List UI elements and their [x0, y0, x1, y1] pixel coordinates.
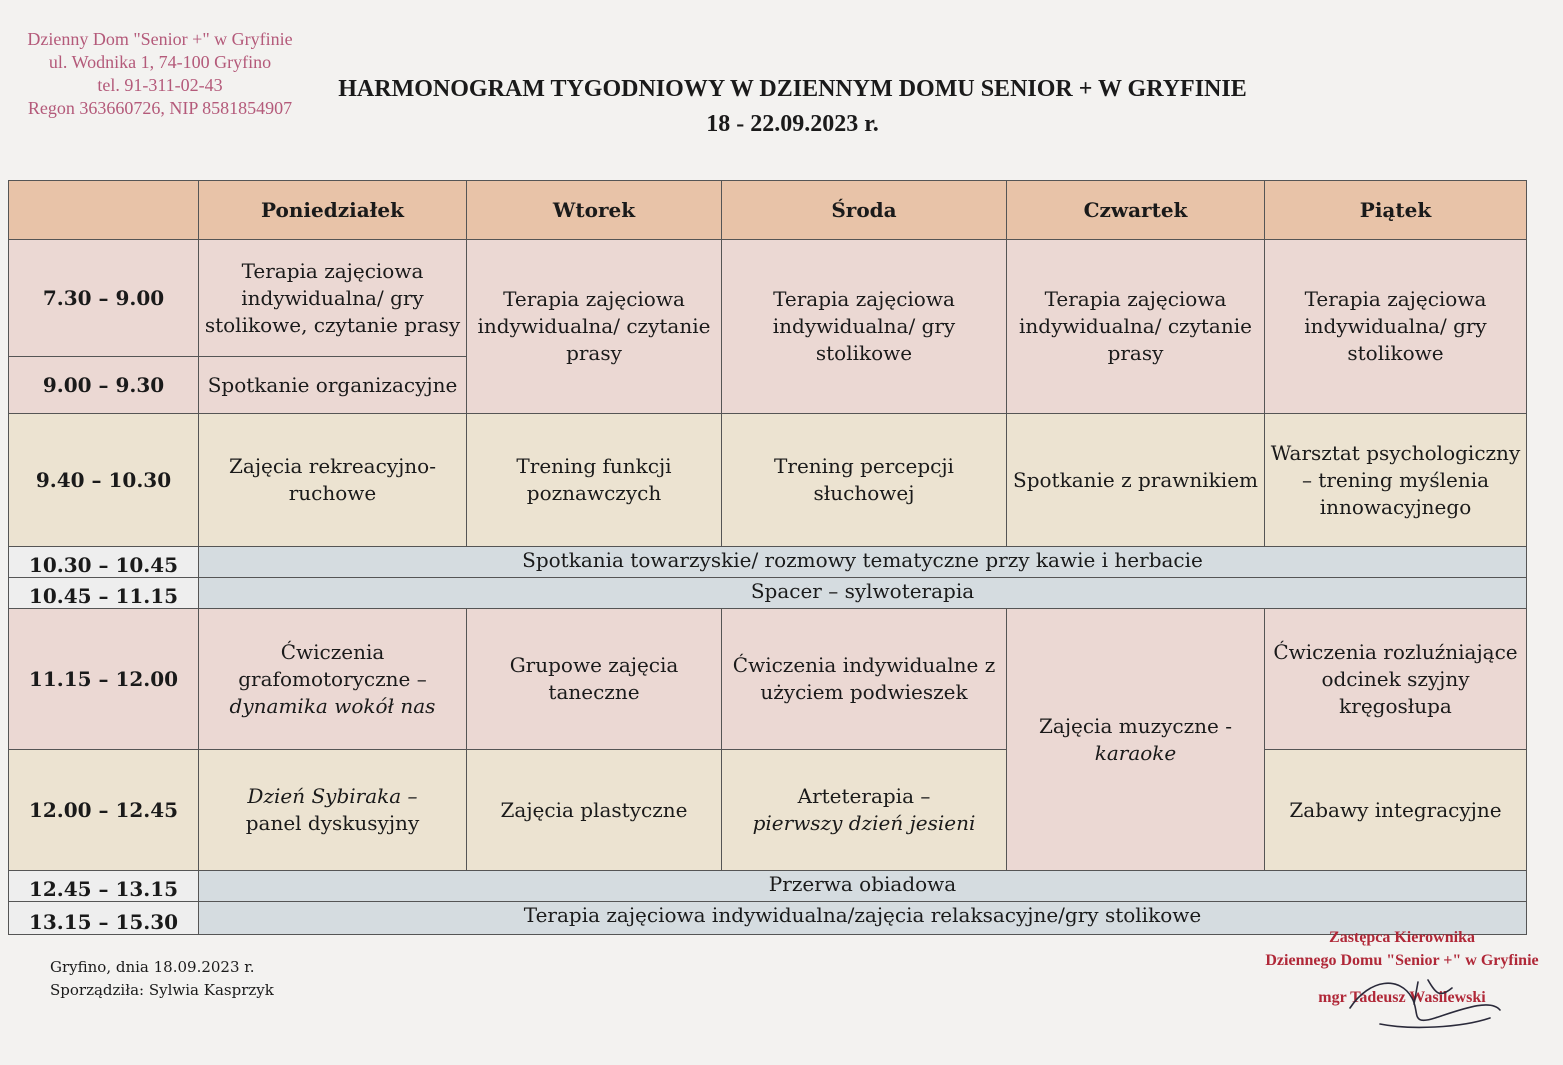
cell-tuesday-1200: Zajęcia plastyczne [467, 750, 722, 871]
cell-wednesday-1200-line2: pierwszy dzień jesieni [752, 811, 976, 836]
cell-all-days-1315: Terapia zajęciowa indywidualna/zajęcia relaksacyjne/gry stolikowe [199, 902, 1527, 935]
cell-friday-0730: Terapia zajęciowa indywidualna/ gry stolikowe [1265, 240, 1527, 413]
stamp-line-phone: tel. 91-311-02-43 [97, 75, 223, 95]
prepared-by: Sporządziła: Sylwia Kasprzyk [50, 981, 274, 999]
table-row [9, 240, 1527, 357]
day-header-tuesday: Wtorek [467, 181, 722, 240]
document-title: HARMONOGRAM TYGODNIOWY W DZIENNYM DOMU SENIOR + W GRYFINIE [338, 76, 1247, 102]
stamp-line-name: Dzienny Dom "Senior +" w Gryfinie [27, 29, 293, 49]
time-slot-1030: 10.30 – 10.45 [9, 547, 199, 578]
time-slot-0940: 9.40 – 10.30 [9, 413, 199, 546]
cell-thursday-1115-line1: Zajęcia muzyczne - [1039, 713, 1232, 738]
cell-tuesday-0940: Trening funkcji poznawczych [467, 413, 722, 546]
cell-monday-1115-line1: Ćwiczenia grafomotoryczne – [238, 639, 427, 691]
cell-all-days-1245: Przerwa obiadowa [199, 871, 1527, 902]
place-and-date: Gryfino, dnia 18.09.2023 r. [50, 958, 255, 976]
day-header-friday: Piątek [1265, 181, 1527, 240]
document-dates: 18 - 22.09.2023 r. [706, 111, 879, 137]
signatory-institution: Dziennego Domu "Senior +" w Gryfinie [1265, 952, 1539, 969]
institution-stamp [12, 28, 308, 120]
header-row [9, 181, 1527, 240]
table-row [9, 608, 1527, 750]
signatory-role: Zastępca Kierownika [1329, 929, 1475, 946]
cell-wednesday-1200-line1: Arteterapia – [797, 784, 931, 809]
table-row [9, 871, 1527, 902]
table-row [9, 413, 1527, 546]
time-slot-1315: 13.15 – 15.30 [9, 902, 199, 935]
time-slot-1115: 11.15 – 12.00 [9, 608, 199, 750]
cell-thursday-0940: Spotkanie z prawnikiem [1007, 413, 1265, 546]
time-slot-0900: 9.00 – 9.30 [9, 357, 199, 413]
cell-thursday-0730: Terapia zajęciowa indywidualna/ czytanie prasy [1007, 240, 1265, 413]
cell-monday-1115 [199, 608, 467, 750]
stamp-line-regon-nip: Regon 363660726, NIP 8581854907 [27, 98, 293, 118]
cell-tuesday-0730: Terapia zajęciowa indywidualna/ czytanie prasy [467, 240, 722, 413]
cell-wednesday-0730: Terapia zajęciowa indywidualna/ gry stolikowe [722, 240, 1007, 413]
time-slot-1045: 10.45 – 11.15 [9, 577, 199, 608]
time-slot-1200: 12.00 – 12.45 [9, 750, 199, 871]
handwritten-signature-icon [1340, 968, 1510, 1030]
document-heading [300, 72, 1285, 142]
cell-friday-0940: Warsztat psychologiczny – trening myślenia innowacyjnego [1265, 413, 1527, 546]
weekly-schedule-table [8, 180, 1527, 935]
cell-friday-1200: Zabawy integracyjne [1265, 750, 1527, 871]
table-row [9, 750, 1527, 871]
cell-thursday-1115-line2: karaoke [1094, 740, 1177, 765]
cell-thursday-1115 [1007, 608, 1265, 871]
cell-wednesday-1200 [722, 750, 1007, 871]
stamp-line-address: ul. Wodnika 1, 74-100 Gryfino [48, 52, 272, 72]
time-slot-0730: 7.30 – 9.00 [9, 240, 199, 357]
cell-monday-1200 [199, 750, 467, 871]
day-header-monday: Poniedziałek [199, 181, 467, 240]
cell-monday-1115-line2: dynamika wokół nas [229, 693, 436, 718]
time-slot-1245: 12.45 – 13.15 [9, 871, 199, 902]
day-header-wednesday: Środa [722, 181, 1007, 240]
cell-monday-0730: Terapia zajęciowa indywidualna/ gry stolikowe, czytanie prasy [199, 240, 467, 357]
cell-all-days-1030: Spotkania towarzyskie/ rozmowy tematyczne przy kawie i herbacie [199, 547, 1527, 578]
cell-monday-0940: Zajęcia rekreacyjno-ruchowe [199, 413, 467, 546]
cell-monday-1200-line2: panel dyskusyjny [245, 811, 420, 836]
cell-monday-0900: Spotkanie organizacyjne [199, 357, 467, 413]
signatory-name: mgr Tadeusz Wasilewski [1318, 989, 1486, 1006]
cell-friday-1115: Ćwiczenia rozluźniające odcinek szyjny kręgosłupa [1265, 608, 1527, 750]
cell-monday-1200-line1: Dzień Sybiraka – [247, 784, 418, 809]
cell-wednesday-1115: Ćwiczenia indywidualne z użyciem podwieszek [722, 608, 1007, 750]
cell-wednesday-0940: Trening percepcji słuchowej [722, 413, 1007, 546]
cell-all-days-1045: Spacer – sylwoterapia [199, 577, 1527, 608]
cell-tuesday-1115: Grupowe zajęcia taneczne [467, 608, 722, 750]
day-header-thursday: Czwartek [1007, 181, 1265, 240]
table-row [9, 547, 1527, 578]
header-corner-cell [9, 181, 199, 240]
table-row [9, 577, 1527, 608]
document-footer [50, 956, 274, 1002]
